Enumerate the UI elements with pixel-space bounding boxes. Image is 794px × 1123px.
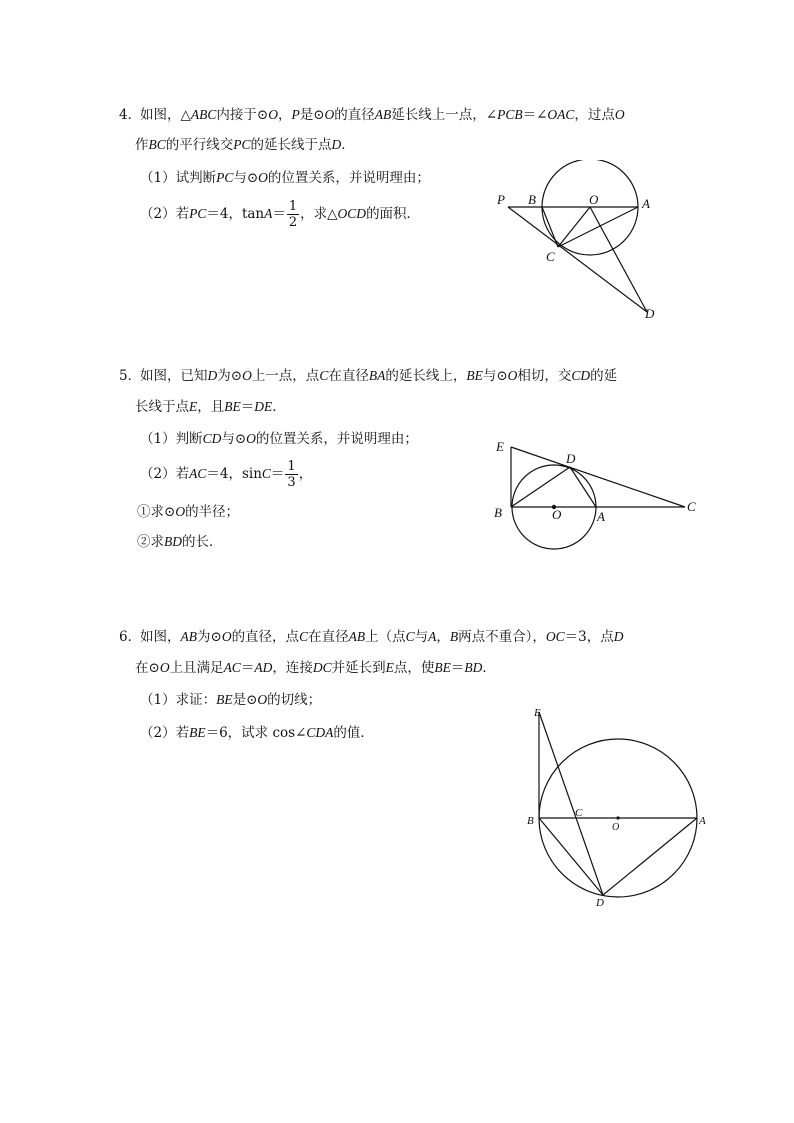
problem-5-part-1	[140, 427, 418, 447]
text-run: 的值．	[333, 725, 374, 741]
fraction	[287, 200, 299, 229]
math-variable: BE	[216, 692, 233, 707]
math-variable: O	[221, 629, 232, 644]
math-variable: PC	[189, 206, 207, 221]
math-variable: AC	[223, 660, 241, 675]
text-run: ＝	[240, 399, 255, 415]
text-run: （2）若	[140, 206, 190, 222]
math-variable: AC	[189, 466, 207, 481]
fig6-label-A: A	[699, 815, 706, 827]
math-variable: OAC	[547, 107, 575, 122]
fig5-label-B: B	[494, 505, 502, 520]
fig4-line-BC	[542, 207, 558, 247]
math-variable: O	[159, 660, 170, 675]
text-run: ＝4，tan	[206, 206, 265, 222]
text-run: 的平行线交	[165, 137, 234, 153]
text-run: ，	[298, 466, 313, 482]
math-variable: O	[507, 368, 518, 383]
text-run: 的延长线于点	[250, 137, 332, 153]
text-run: ＝3，点	[564, 629, 614, 645]
fig4-label-C: C	[546, 249, 555, 264]
problem-5-part-2	[140, 460, 312, 489]
math-variable: AD	[254, 660, 273, 675]
text-run: 如图，	[140, 629, 181, 645]
text-run: ＝	[450, 660, 465, 676]
text-run: ．	[272, 399, 286, 415]
math-variable: O	[614, 107, 625, 122]
problem-4-number: 4．	[119, 107, 142, 123]
math-variable: AB	[348, 629, 366, 644]
math-variable: A	[264, 206, 273, 221]
math-variable: BE	[189, 725, 206, 740]
text-run: 与⊙	[482, 368, 508, 384]
math-variable: D	[331, 137, 342, 152]
text-run: 为⊙	[217, 368, 243, 384]
math-variable: BE	[466, 368, 483, 383]
text-run: 为⊙	[197, 629, 222, 645]
problem-5-stem-line-1	[140, 364, 617, 384]
problem-5-stem-line-2	[135, 395, 286, 415]
fig4-line-CO	[558, 207, 590, 247]
text-run: 与⊙	[233, 170, 259, 186]
math-variable: CD	[202, 431, 222, 446]
text-run: 长线于点	[135, 399, 189, 415]
math-variable: C	[299, 629, 309, 644]
text-run: ①求⊙	[137, 504, 176, 520]
problem-6-figure	[520, 700, 725, 915]
math-variable: BD	[464, 660, 483, 675]
problem-4-figure	[490, 160, 670, 325]
problem-6-stem-line-1	[140, 625, 623, 645]
fig6-label-O: O	[612, 822, 620, 833]
fig5-label-D: D	[566, 451, 576, 466]
problem-6-stem-line-2	[135, 656, 496, 676]
text-run: 的直径	[334, 107, 375, 123]
text-run: 的位置关系，并说明理由；	[267, 170, 430, 186]
text-run: 的位置关系，并说明理由；	[255, 431, 418, 447]
math-variable: D	[207, 368, 218, 383]
text-run: 的延长线上，	[385, 368, 467, 384]
problem-4-stem-line-1	[140, 103, 625, 123]
text-run: 上一点，点	[251, 368, 320, 384]
math-variable: O	[257, 692, 268, 707]
text-run: （1）判断	[140, 431, 203, 447]
text-run: ，	[436, 629, 450, 645]
math-variable: BE	[224, 399, 241, 414]
text-run: ．	[341, 137, 355, 153]
math-variable: O	[258, 170, 268, 185]
text-run: 两点不重合），	[458, 629, 546, 645]
text-run: 在直径	[328, 368, 369, 384]
fig6-label-B: B	[527, 815, 534, 827]
text-run: 作	[135, 137, 149, 153]
text-run: 上且满足	[169, 660, 224, 676]
math-variable: CDA	[306, 725, 334, 740]
text-run: 与	[414, 629, 429, 645]
text-run: ＝	[240, 660, 255, 676]
fig5-label-A: A	[597, 509, 605, 524]
text-run: ，且	[197, 399, 225, 415]
text-run: 相切，交	[517, 368, 572, 384]
text-run: 在⊙	[135, 660, 160, 676]
text-run: 的长．	[182, 534, 223, 550]
problem-5-number: 5．	[119, 368, 142, 384]
problem-5-part-2-2	[137, 530, 223, 550]
text-run: ，连接	[272, 660, 313, 676]
text-run: 的直径，点	[231, 629, 300, 645]
text-run: 是⊙	[299, 107, 325, 123]
math-variable: O	[246, 431, 256, 446]
math-variable: O	[268, 107, 278, 122]
math-variable: PC	[233, 137, 251, 152]
text-run: 如图，已知	[140, 368, 208, 384]
math-variable: ABC	[190, 107, 217, 122]
text-run: 内接于⊙	[216, 107, 269, 123]
math-variable: DE	[254, 399, 273, 414]
math-variable: C	[405, 629, 415, 644]
math-variable: CD	[571, 368, 591, 383]
text-run: ＝	[272, 206, 286, 222]
text-run: ＝4，sin	[206, 466, 262, 482]
text-run: 与⊙	[221, 431, 247, 447]
fraction-denominator: 3	[287, 475, 296, 490]
math-variable: BE	[434, 660, 451, 675]
text-run: ，求△	[300, 206, 338, 222]
fraction-denominator: 2	[288, 215, 298, 230]
text-run: ②求	[137, 534, 164, 550]
text-run: 上（点	[365, 629, 406, 645]
fig5-label-O: O	[552, 507, 562, 522]
fig4-label-D: D	[645, 306, 655, 321]
fig6-label-E: E	[534, 707, 541, 719]
fraction-numerator: 1	[288, 199, 298, 214]
math-variable: BA	[368, 368, 386, 383]
text-run: 如图，△	[140, 107, 191, 123]
math-variable: E	[189, 399, 198, 414]
problem-5-part-2-1	[137, 500, 239, 520]
math-variable: B	[449, 629, 459, 644]
fig6-label-C: C	[575, 807, 583, 819]
text-run: （2）若	[140, 725, 190, 741]
math-variable: AB	[374, 107, 392, 122]
text-run: ＝	[270, 466, 285, 482]
math-variable: OC	[545, 629, 565, 644]
problem-6-part-2	[140, 721, 374, 741]
problem-4-part-1	[140, 166, 430, 186]
text-run: 点，使	[393, 660, 435, 676]
fig4-label-A: A	[642, 196, 650, 211]
fig4-label-O: O	[589, 192, 599, 207]
math-variable: PC	[216, 170, 234, 185]
fraction	[285, 460, 297, 489]
fig4-label-P: P	[497, 192, 505, 207]
text-run: 在直径	[308, 629, 349, 645]
text-run: 的面积．	[366, 206, 421, 222]
math-variable: O	[175, 504, 186, 519]
math-variable: D	[613, 629, 624, 644]
text-run: ．	[482, 660, 496, 676]
math-variable: BC	[148, 137, 166, 152]
fig5-label-C: C	[687, 499, 696, 514]
fig4-label-B: B	[528, 192, 536, 207]
math-variable: AB	[180, 629, 197, 644]
fig4-line-OD	[590, 207, 647, 312]
text-run: 并延长到	[331, 660, 386, 676]
math-variable: O	[324, 107, 335, 122]
text-run: 是⊙	[232, 692, 258, 708]
text-run: （2）若	[140, 466, 190, 482]
problem-4-part-2	[140, 200, 420, 229]
fraction-numerator: 1	[287, 459, 296, 474]
math-variable: BD	[164, 534, 182, 549]
fig6-line-ED	[539, 712, 603, 895]
text-run: 的切线；	[267, 692, 322, 708]
fig5-label-E: E	[496, 439, 504, 454]
problem-6-number: 6．	[119, 629, 142, 645]
fig5-line-DA	[570, 467, 596, 507]
fig4-line-CA	[558, 207, 638, 247]
fig5-line-BD	[511, 467, 570, 507]
text-run: ＝6，试求 cos∠	[205, 725, 307, 741]
math-variable: DC	[312, 660, 332, 675]
text-run: 的半径；	[185, 504, 240, 520]
math-variable: PCB	[497, 107, 523, 122]
math-variable: A	[428, 629, 437, 644]
text-run: 延长线上一点，∠	[391, 107, 498, 123]
text-run: ＝∠	[522, 107, 548, 123]
problem-6-part-1	[140, 688, 321, 708]
math-variable: C	[319, 368, 329, 383]
fig6-center-dot	[616, 816, 619, 819]
text-run: 的延	[590, 368, 618, 384]
problem-5-figure	[490, 435, 705, 555]
math-variable: C	[261, 466, 271, 481]
text-run: （1）求证：	[140, 692, 217, 708]
text-run: ，	[277, 107, 292, 123]
math-variable: P	[291, 107, 300, 122]
math-variable: O	[242, 368, 252, 383]
fig6-label-D: D	[596, 897, 604, 909]
text-run: ，过点	[574, 107, 615, 123]
math-variable: OCD	[337, 206, 367, 221]
problem-4-stem-line-2	[135, 133, 355, 153]
math-variable: E	[385, 660, 394, 675]
text-run: （1）试判断	[140, 170, 217, 186]
fig5-line-EC	[511, 447, 685, 507]
